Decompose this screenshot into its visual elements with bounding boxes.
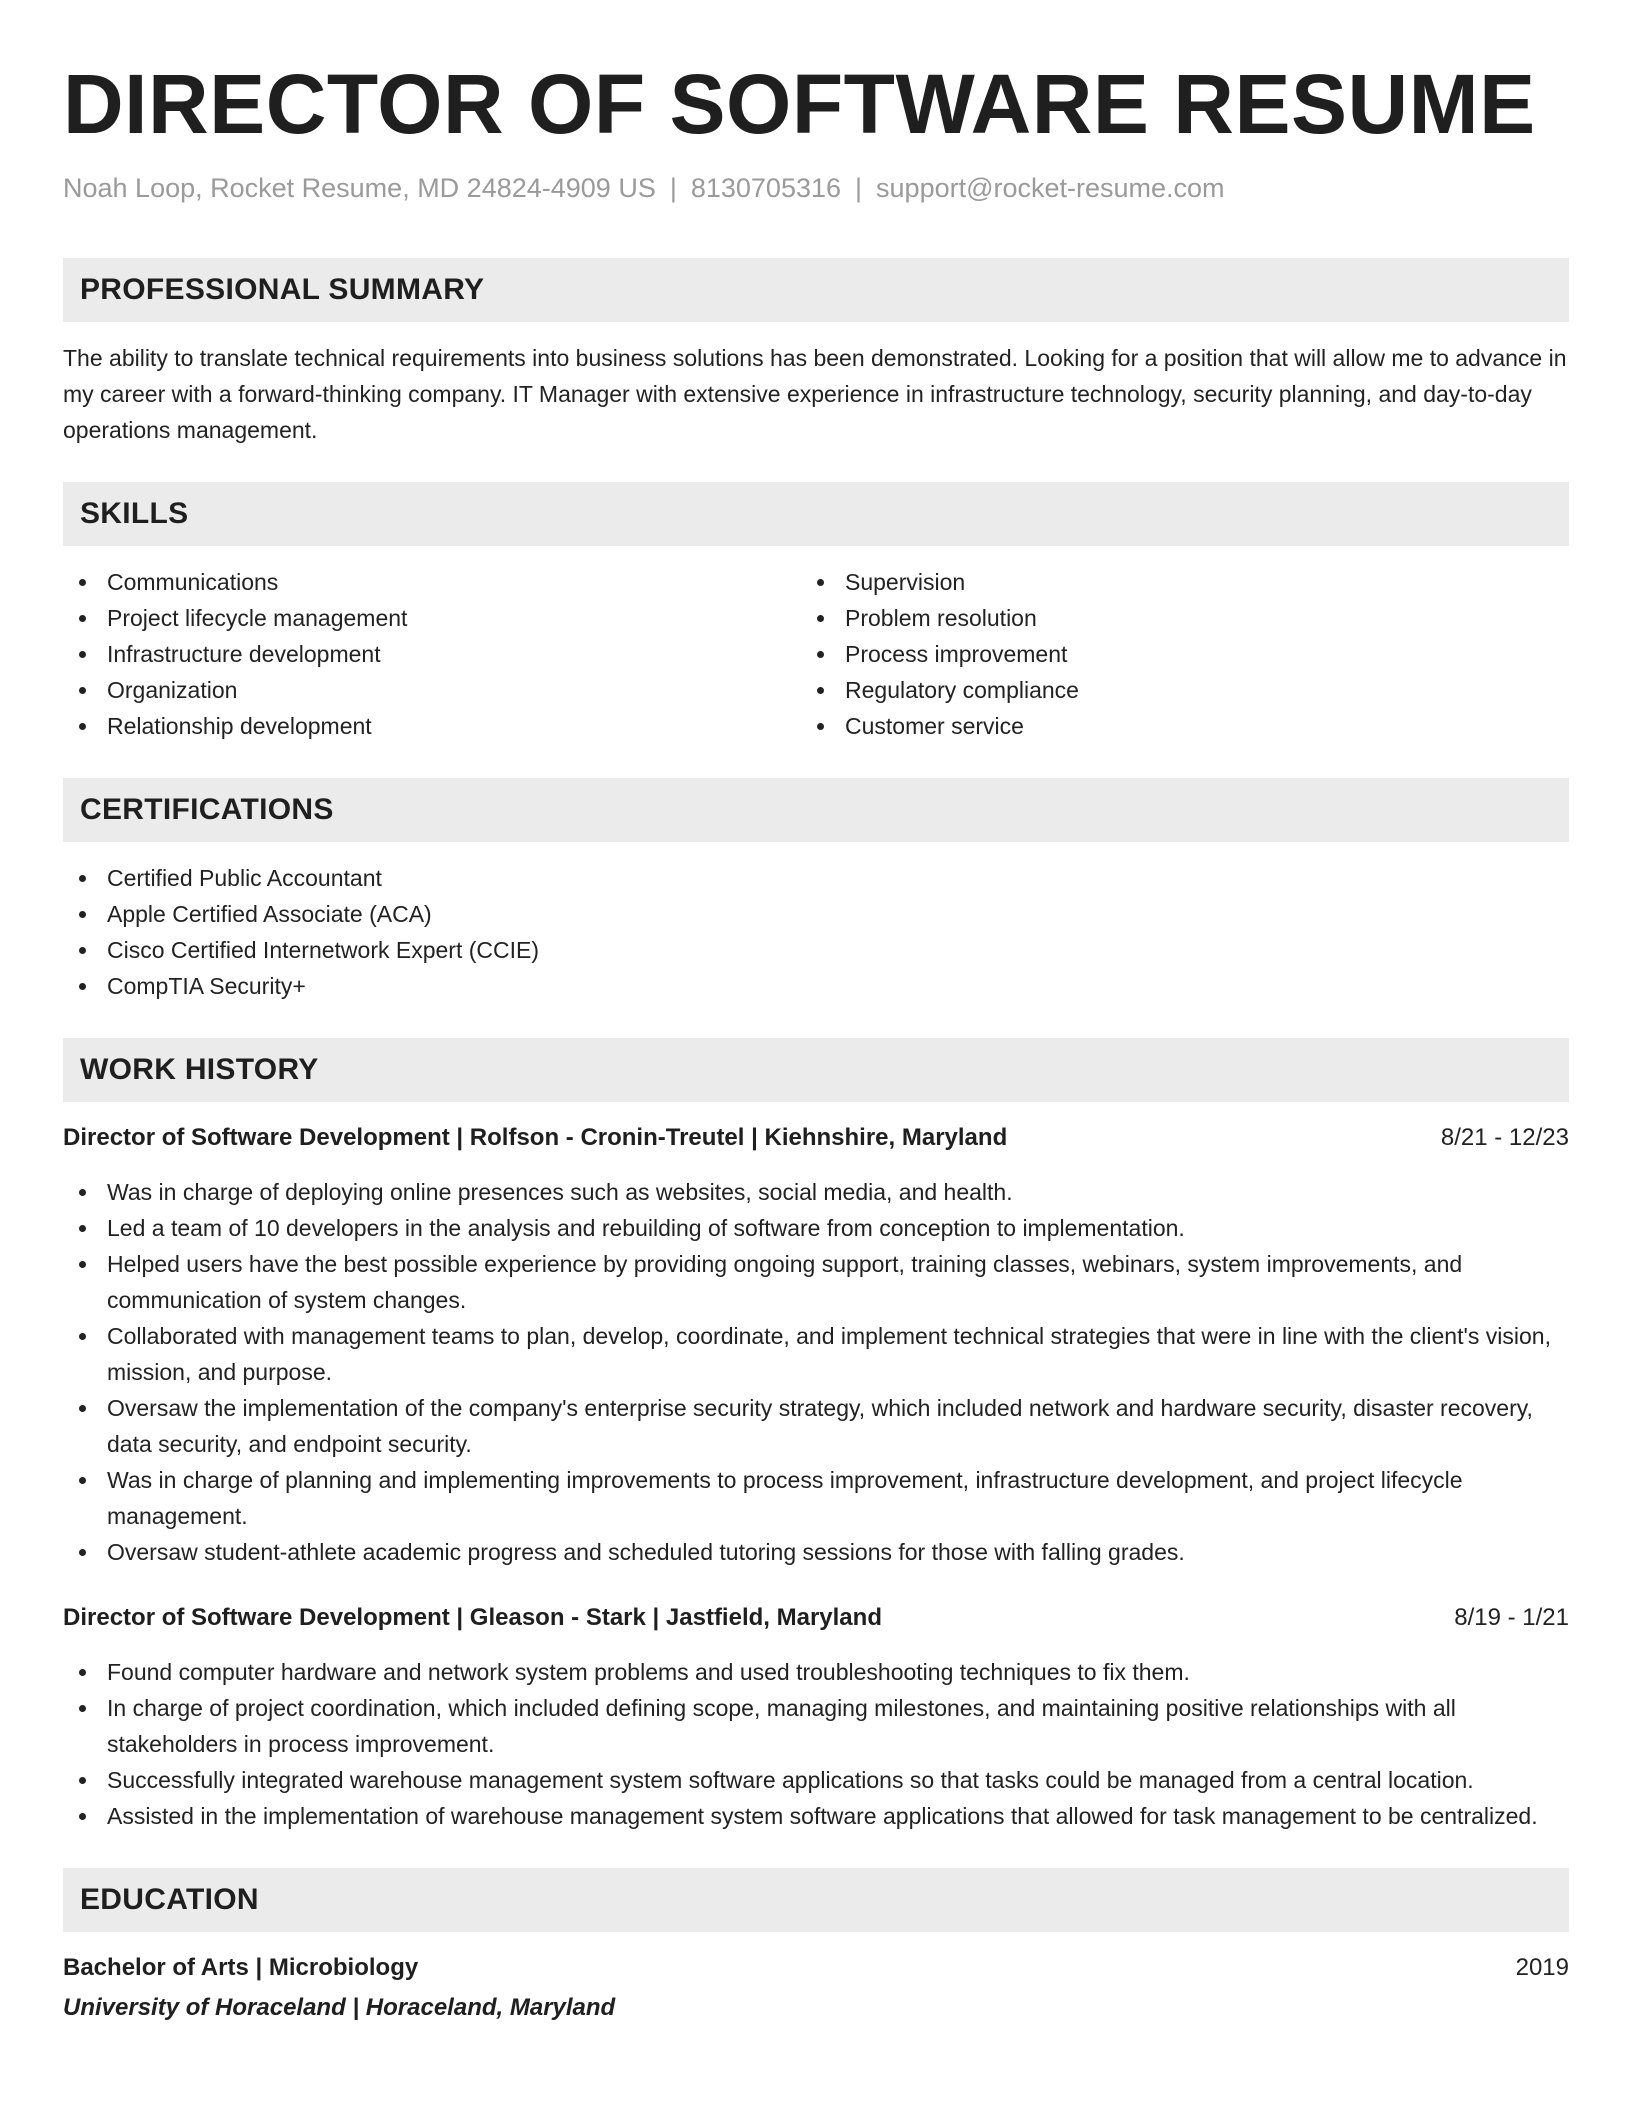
skill-item: Supervision [801, 564, 1539, 600]
job-bullet: Found computer hardware and network system problems and used troubleshooting techniques to fix them. [63, 1654, 1569, 1690]
job-bullet: Oversaw student-athlete academic progress and scheduled tutoring sessions for those with falling grades. [63, 1534, 1569, 1570]
skill-item: Relationship development [63, 708, 801, 744]
skills-heading: SKILLS [80, 497, 189, 530]
skills-section-header [63, 482, 1569, 546]
job-bullet: In charge of project coordination, which included defining scope, managing milestones, and maintaining positive relationships with all stakeholders in process improvement. [63, 1690, 1569, 1762]
job-dates: 8/21 - 12/23 [1440, 1124, 1569, 1151]
job-title: Director of Software Development | Rolfson - Cronin-Treutel | Kiehnshire, Maryland [63, 1124, 1008, 1151]
contact-separator: | [855, 173, 863, 203]
work-section-header [63, 1038, 1569, 1102]
job-bullet: Assisted in the implementation of warehouse management system software applications that allowed for task management to be centralized. [63, 1798, 1569, 1834]
skill-item: Communications [63, 564, 801, 600]
skill-item: Regulatory compliance [801, 672, 1539, 708]
job-bullet: Successfully integrated warehouse management system software applications so that tasks could be managed from a central location. [63, 1762, 1569, 1798]
certifications-list [63, 860, 1569, 1004]
job-bullet: Was in charge of deploying online presences such as websites, social media, and health. [63, 1174, 1569, 1210]
education-school: University of Horaceland | Horaceland, Maryland [63, 1994, 616, 2021]
certifications-heading: CERTIFICATIONS [80, 793, 334, 826]
summary-heading: PROFESSIONAL SUMMARY [80, 273, 485, 306]
job-header [63, 1120, 1569, 1156]
skill-item: Problem resolution [801, 600, 1539, 636]
job-bullet: Collaborated with management teams to plan, develop, coordinate, and implement technical strategies that were in line with the client's vision, mission, and purpose. [63, 1318, 1569, 1390]
skill-item: Project lifecycle management [63, 600, 801, 636]
job-bullet: Helped users have the best possible experience by providing ongoing support, training classes, webinars, system improvements, and communication of system changes. [63, 1246, 1569, 1318]
certification-item: Certified Public Accountant [63, 860, 1569, 896]
job-bullet: Oversaw the implementation of the company's enterprise security strategy, which included network and hardware security, disaster recovery, data security, and endpoint security. [63, 1390, 1569, 1462]
education-year: 2019 [1515, 1954, 1569, 1981]
skills-list-right [801, 564, 1539, 744]
job-bullet: Led a team of 10 developers in the analysis and rebuilding of software from conception to implementation. [63, 1210, 1569, 1246]
skill-item: Infrastructure development [63, 636, 801, 672]
summary-text: The ability to translate technical requirements into business solutions has been demonstrated. Looking for a position that will allow me to advance in my career with a forward-thinking company. IT Manager with extensive experience in infrastructure technology, security planning, and day-to-day operations management. [63, 345, 1567, 443]
job-bullet: Was in charge of planning and implementing improvements to process improvement, infrastructure development, and project lifecycle management. [63, 1462, 1569, 1534]
skills-list-left [63, 564, 801, 744]
certification-item: CompTIA Security+ [63, 968, 1569, 1004]
skill-item: Customer service [801, 708, 1539, 744]
contact-line [63, 170, 1569, 206]
certification-item: Apple Certified Associate (ACA) [63, 896, 1569, 932]
skill-item: Organization [63, 672, 801, 708]
job-bullet-list [63, 1174, 1569, 1570]
skill-item: Process improvement [801, 636, 1539, 672]
job-bullet-list [63, 1654, 1569, 1834]
education-heading: EDUCATION [80, 1883, 259, 1916]
job-dates: 8/19 - 1/21 [1454, 1604, 1569, 1631]
contact-email: support@rocket-resume.com [876, 173, 1225, 203]
certifications-section-header [63, 778, 1569, 842]
job-title: Director of Software Development | Gleason - Stark | Jastfield, Maryland [63, 1604, 882, 1631]
contact-separator: | [669, 173, 677, 203]
education-degree: Bachelor of Arts | Microbiology [63, 1954, 419, 1981]
contact-address: Noah Loop, Rocket Resume, MD 24824-4909 US [63, 173, 656, 203]
contact-phone: 8130705316 [690, 173, 842, 203]
skills-grid [63, 564, 1569, 744]
summary-section-header [63, 258, 1569, 322]
work-heading: WORK HISTORY [80, 1053, 319, 1086]
certification-item: Cisco Certified Internetwork Expert (CCIE) [63, 932, 1569, 968]
job-header [63, 1600, 1569, 1636]
resume-title: DIRECTOR OF SOFTWARE RESUME [63, 57, 1536, 151]
education-header [63, 1950, 1569, 1986]
education-section-header [63, 1868, 1569, 1932]
